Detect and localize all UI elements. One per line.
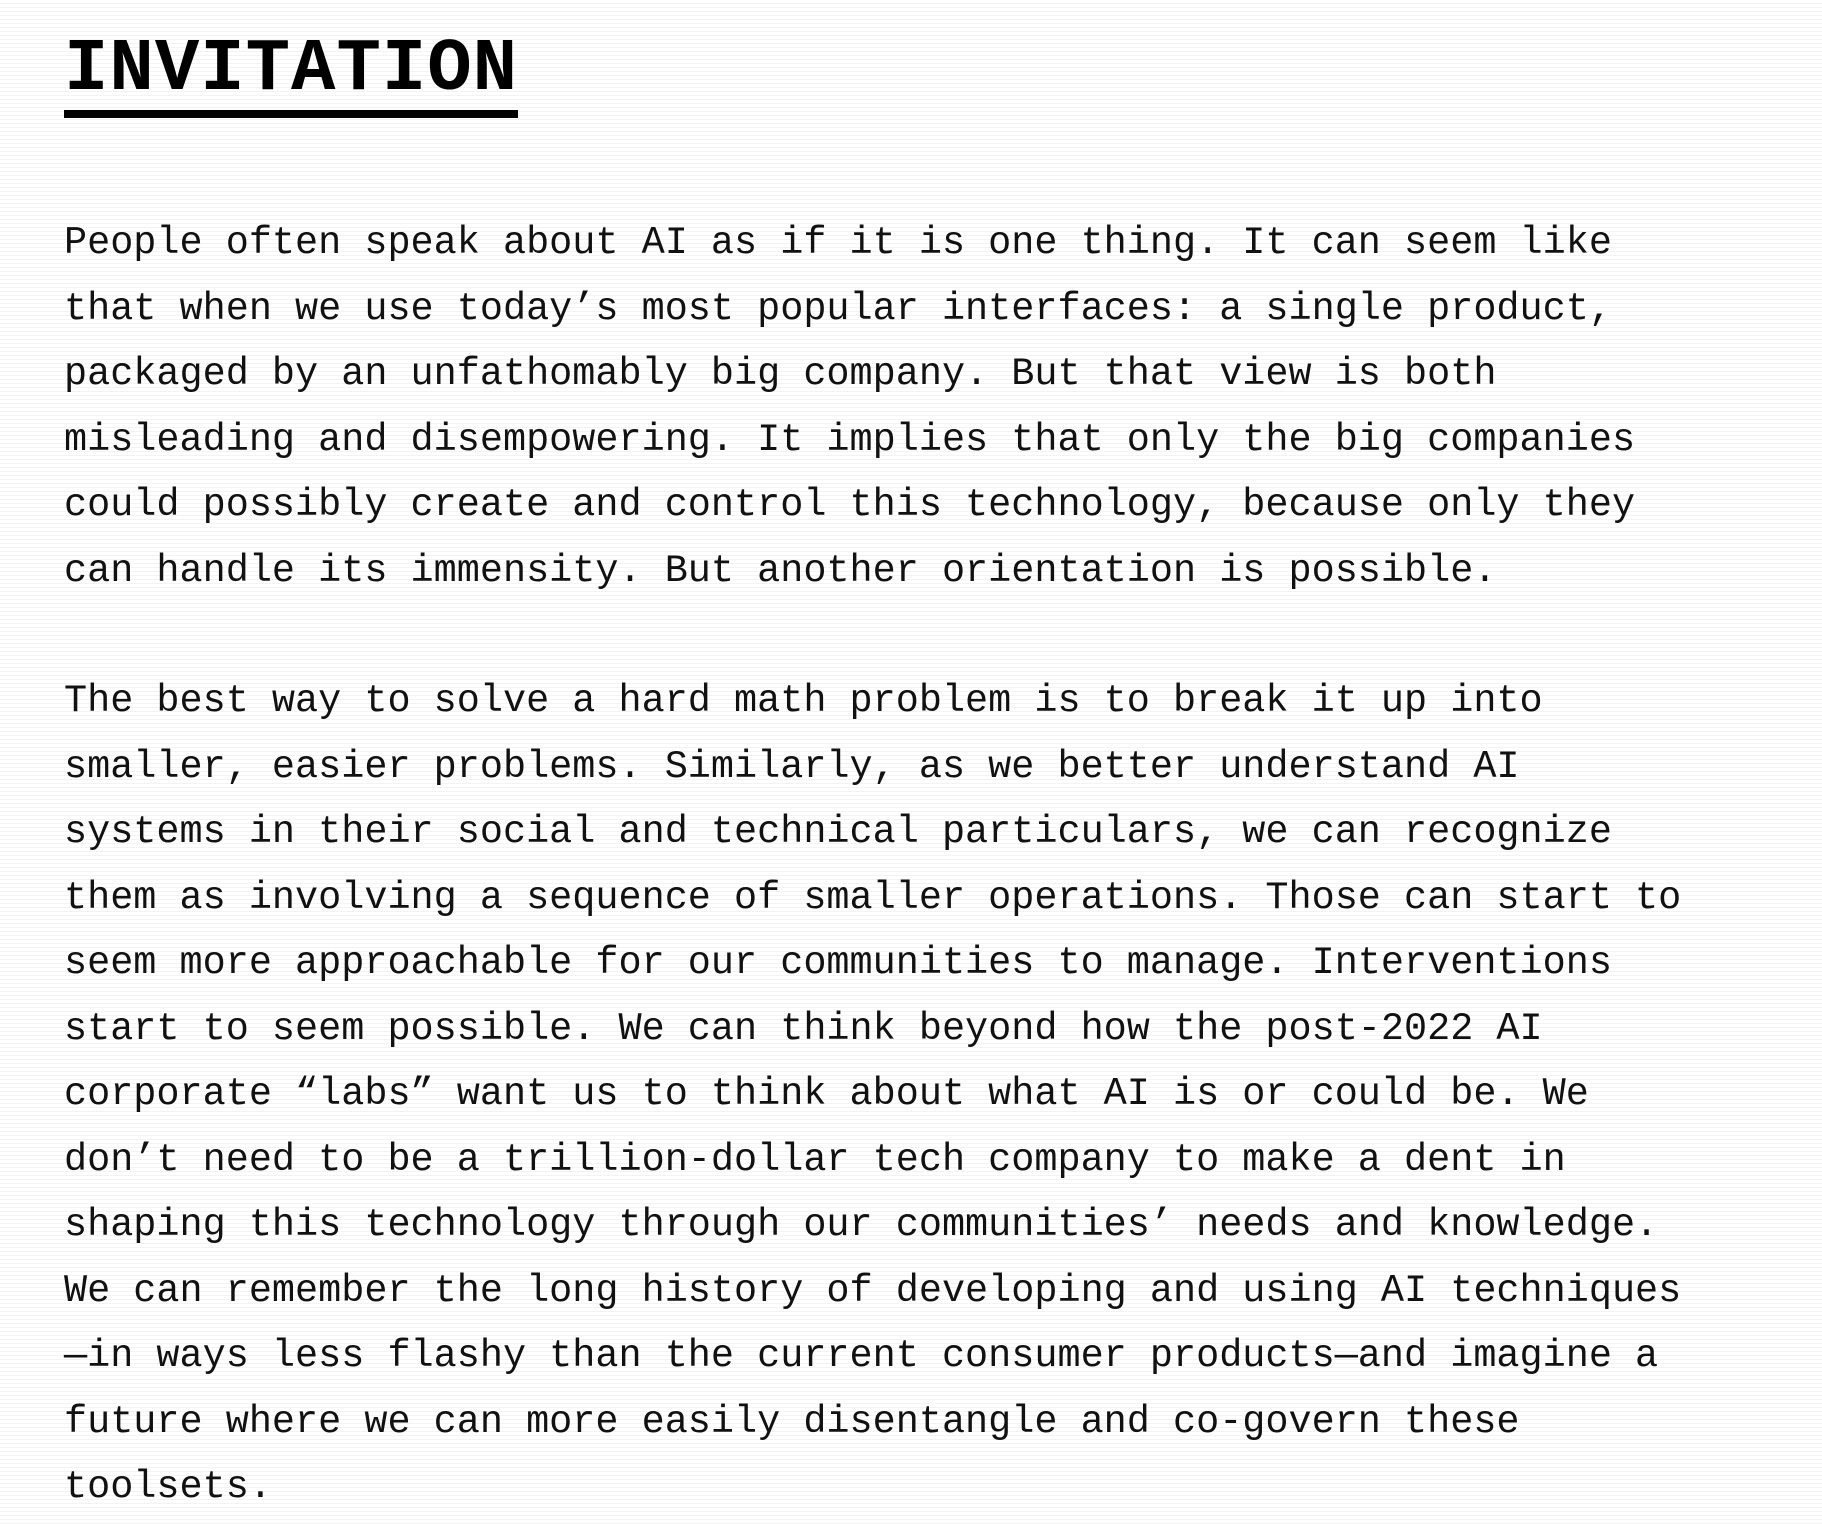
- text-line: misleading and disempowering. It implies that only the big companies: [64, 417, 1636, 462]
- text-line: that when we use today’s most popular interfaces: a single product,: [64, 286, 1612, 331]
- text-line: shaping this technology through our communities’ needs and knowledge.: [64, 1203, 1659, 1247]
- text-line: start to seem possible. We can think beyond how the post-2022 AI: [64, 1006, 1543, 1051]
- text-line: We can remember the long history of developing and using AI techniques: [64, 1268, 1682, 1313]
- text-line: seem more approachable for our communities to manage. Interventions: [64, 941, 1612, 985]
- text-line: corporate “labs” want us to think about what AI is or could be. We: [64, 1072, 1589, 1116]
- text-line: smaller, easier problems. Similarly, as we better understand AI: [64, 744, 1520, 789]
- document-page: [64, 28, 1764, 1521]
- text-line: People often speak about AI as if it is one thing. It can seem like: [64, 221, 1612, 265]
- text-line: could possibly create and control this technology, because only they: [64, 483, 1636, 527]
- text-line: don’t need to be a trillion-dollar tech company to make a dent in: [64, 1137, 1566, 1182]
- text-line: packaged by an unfathomably big company. But that view is both: [64, 352, 1497, 396]
- text-line: toolsets.: [64, 1465, 272, 1509]
- text-line: The best way to solve a hard math problem is to break it up into: [64, 679, 1543, 723]
- page-title: INVITATION: [64, 34, 518, 118]
- paragraph-2: [64, 669, 1764, 1521]
- text-line: can handle its immensity. But another orientation is possible.: [64, 548, 1497, 593]
- text-line: future where we can more easily disentangle and co-govern these: [64, 1399, 1520, 1444]
- text-line: systems in their social and technical particulars, we can recognize: [64, 810, 1612, 854]
- text-line: them as involving a sequence of smaller operations. Those can start to: [64, 875, 1682, 920]
- text-line: —in ways less flashy than the current consumer products—and imagine a: [64, 1334, 1659, 1378]
- paragraph-1: [64, 211, 1764, 604]
